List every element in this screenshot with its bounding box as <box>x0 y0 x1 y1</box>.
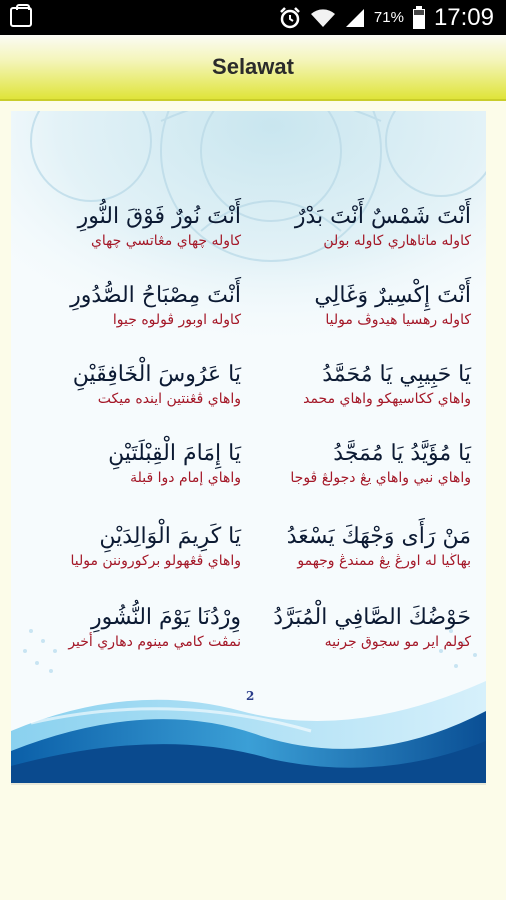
battery-icon <box>412 6 426 30</box>
verse-left <box>21 282 241 330</box>
verse-left <box>21 604 241 652</box>
verse-left <box>21 523 241 571</box>
verse-row <box>11 523 486 583</box>
arabic-text: يَا إِمَامَ الْقِبْلَتَيْنِ <box>108 441 241 466</box>
verse-right <box>251 282 471 330</box>
verse-right <box>251 440 471 488</box>
arabic-text: يَا عَرُوسَ الْخَافِقَيْنِ <box>72 362 241 387</box>
wifi-icon <box>310 7 336 29</box>
signal-icon <box>344 7 366 29</box>
jawi-translation: واهاي ككاسيهكو واهاي محمد <box>303 391 471 407</box>
arabic-text: أَنْتَ شَمْسٌ أَنْتَ بَدْرٌ <box>294 204 471 229</box>
verse-right <box>251 523 471 571</box>
jawi-translation: واهاي ڤڠهولو برکوروننن موليا <box>70 553 241 569</box>
jawi-translation: نمڤت کامي مينوم دهاري أخير <box>68 634 241 650</box>
verse-row <box>11 282 486 342</box>
arabic-text: مَنْ رَأَى وَجْهَكَ يَسْعَدُ <box>286 524 471 549</box>
battery-percent: 71% <box>373 9 404 26</box>
app-title: Selawat <box>212 54 294 79</box>
arabic-text: أَنْتَ نُورٌ فَوْقَ النُّورِ <box>77 204 241 229</box>
verse-row <box>11 604 486 664</box>
verse-left <box>21 440 241 488</box>
verse-row <box>11 361 486 421</box>
alarm-icon <box>278 6 302 30</box>
jawi-translation: واهاي نبي واهاي يڠ دجولڠ ڤوجا <box>290 470 471 486</box>
jawi-translation: کولم اير مو سجوق جرنيه <box>324 634 471 650</box>
verse-left <box>21 361 241 409</box>
jawi-translation: كاوله اوبور ڤولوه جيوا <box>112 312 241 328</box>
app-bar <box>0 35 506 101</box>
verse-right <box>251 361 471 409</box>
jawi-translation: واهاي إمام دوا قبلة <box>130 470 241 486</box>
jawi-translation: واهاي ڤڠنتين ايندە ميكت <box>97 391 241 407</box>
arabic-text: وِرْدُنَا يَوْمَ النُّشُورِ <box>90 605 241 630</box>
arabic-text: حَوْضُكَ الصَّافِي الْمُبَرَّدُ <box>273 605 471 630</box>
jawi-translation: كاوله رهسيا هيدوڤ موليا <box>325 312 471 328</box>
verse-row <box>11 440 486 500</box>
selawat-page[interactable] <box>11 111 486 783</box>
verse-row <box>11 203 486 263</box>
arabic-text: أَنْتَ إِكْسِيرٌ وَغَالِي <box>314 283 471 308</box>
jawi-translation: بهاڬيا له اورڠ يڠ ممندڠ وجهمو <box>297 553 471 569</box>
verse-right <box>251 203 471 251</box>
jawi-translation: كاوله چهاي مڠاتسي چهاي <box>90 233 241 249</box>
arabic-text: يَا كَرِيمَ الْوَالِدَيْنِ <box>99 524 241 549</box>
page-number: 2 <box>246 689 255 703</box>
status-bar <box>0 0 506 35</box>
verse-left <box>21 203 241 251</box>
notification-icon <box>10 7 32 27</box>
scroll-indicator[interactable] <box>11 783 486 785</box>
arabic-text: يَا مُؤَيَّدُ يَا مُمَجَّدُ <box>333 441 471 466</box>
arabic-text: أَنْتَ مِصْبَاحُ الصُّدُورِ <box>70 283 241 308</box>
jawi-translation: كاوله ماتاهاري كاوله بولن <box>323 233 471 249</box>
verse-right <box>251 604 471 652</box>
clock: 17:09 <box>433 3 494 31</box>
arabic-text: يَا حَبِيبِي يَا مُحَمَّدُ <box>322 362 471 387</box>
